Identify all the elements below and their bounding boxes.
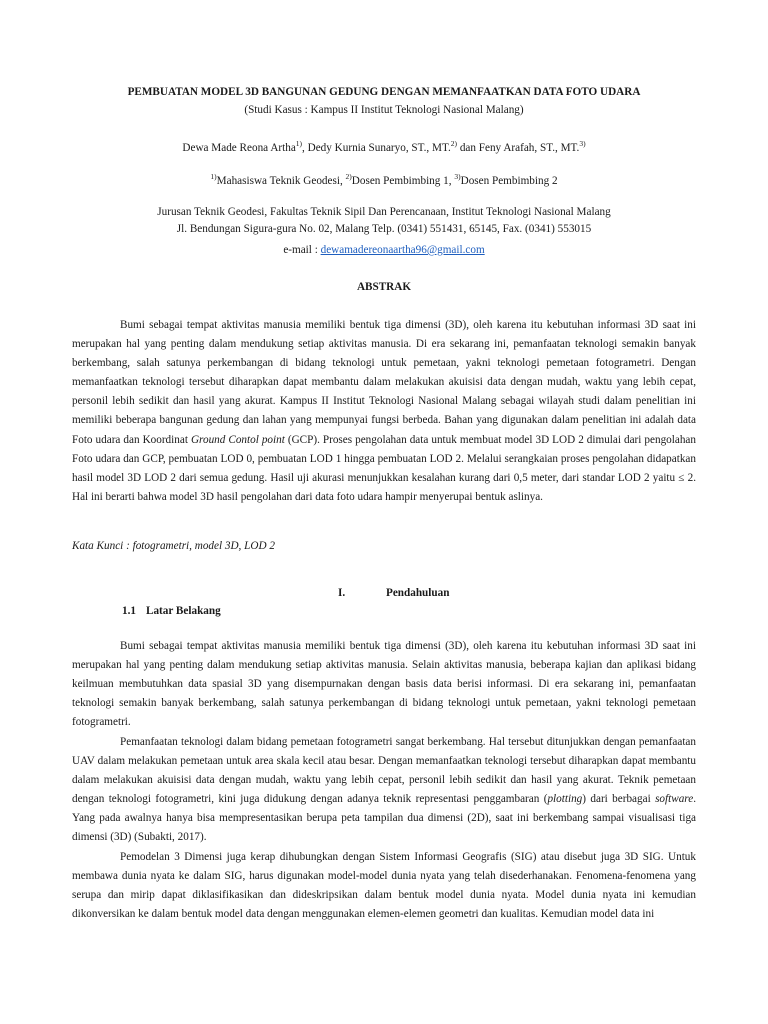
subsection-number: 1.1 — [122, 605, 136, 617]
abstract-text-2: (GCP). Proses pengolahan data untuk membuat model 3D LOD 2 dimulai dari pengolahan Foto udara dan GCP, pembuatan LOD 0, pembuatan LOD 1 hingga pembuatan LOD 2. Melalui serangkaian proses pengolahan didapatkan hasil model 3D LOD 2 dari semua gedung. Hasil uji akurasi menunjukkan kesalahan kurang dari 0,5 meter, dari standar LOD 2 yaitu ≤ 2. Hal ini berarti bahwa model 3D hasil pengolahan dari data foto udara hampir menyerupai bentuk aslinya. — [72, 433, 696, 503]
abstract-text-1: Bumi sebagai tempat aktivitas manusia memiliki bentuk tiga dimensi (3D), oleh karena itu kebutuhan informasi 3D saat ini merupakan hal yang penting dalam mendukung setiap aktivitas manusia. Di era sekarang ini, pemanfaatan teknologi semakin banyak berkembang, salah satunya perkembangan di bidang teknologi untuk pemetaan, yakni teknologi pemetaan fotogrametri. Dengan memanfaatkan teknologi tersebut diharapkan dapat membantu dalam melakukan akuisisi data dengan mudah, waktu yang lebih cepat, personil lebih sedikit dan hasil yang akurat. Kampus II Institut Teknologi Nasional Malang sebagai wilayah studi dalam penelitian ini memiliki beberapa bangunan gedung dan lahan yang mempunyai fungsi berbeda. Bahan yang digunakan dalam penelitian ini adalah data Foto udara dan Koordinat — [72, 319, 696, 446]
role-1: Mahasiswa Teknik Geodesi, — [216, 175, 346, 187]
body-paragraph-1: Bumi sebagai tempat aktivitas manusia memiliki bentuk tiga dimensi (3D), oleh karena itu kebutuhan informasi 3D saat ini merupakan hal yang penting dalam mendukung setiap aktivitas manusia. Selain aktivitas manusia, beberapa kajian dan aplikasi bidang keilmuan membutuhkan data spasial 3D yang disempurnakan dengan basis data berisi informasi. Di era sekarang ini, pemanfaatan teknologi semakin banyak berkembang, salah satunya perkembangan di bidang teknologi untuk pemetaan, yakni teknologi pemetaan fotogrametri. — [72, 640, 696, 729]
abstract-italic-term: Ground Contol point — [190, 433, 285, 446]
section-title: Pendahuluan — [386, 587, 450, 599]
body-paragraph-3: Pemodelan 3 Dimensi juga kerap dihubungkan dengan Sistem Informasi Geografis (SIG) atau disebut juga 3D SIG. Untuk membawa dunia nyata ke dalam SIG, harus digunakan model-model dunia nyata yang telah disederhanakan. Fenomena-fenomena yang serupa dan mirip dapat diklasifikasikan dan dideskripsikan dalam bentuk model dunia nyata. Model dunia nyata ini kemudian dikonversikan ke dalam bentuk model data dengan menggunakan elemen-elemen geometri dan kualitas. Kemudian model data ini — [72, 851, 696, 921]
role-1-mark: 1) — [210, 172, 217, 181]
author-3-mark: 3) — [579, 139, 586, 148]
paper-subtitle: (Studi Kasus : Kampus II Institut Teknologi Nasional Malang) — [244, 104, 524, 116]
p2-italic-plotting: plotting — [547, 793, 583, 806]
abstract-paragraph — [72, 316, 696, 507]
email-line — [0, 242, 768, 258]
role-2-mark: 2) — [345, 172, 352, 181]
role-3: Dosen Pembimbing 2 — [460, 175, 558, 187]
author-2: , Dedy Kurnia Sunaryo, ST., MT. — [302, 142, 451, 154]
author-2-mark: 2) — [450, 139, 458, 148]
role-3-mark: 3) — [454, 172, 461, 181]
subsection-title: Latar Belakang — [146, 605, 221, 617]
p2-italic-software: software — [655, 793, 694, 806]
author-line — [0, 140, 768, 156]
email-label: e-mail : — [283, 244, 321, 256]
p2-text-b: ) dari berbagai — [582, 793, 656, 806]
affiliation: Jurusan Teknik Geodesi, Fakultas Teknik Sipil Dan Perencanaan, Institut Teknologi Nasional Malang — [157, 206, 611, 218]
p2-text-a: Pemanfaatan teknologi dalam bidang pemetaan fotogrametri sangat berkembang. Hal tersebut ditunjukkan dengan pemanfaatan UAV dalam melakukan pemetaan untuk area skala kecil atau besar. Dengan memanfaatkan teknologi tersebut diharapkan dapat membantu dalam melakukan akuisisi data dengan mudah, waktu yang lebih cepat, personil lebih sedikit dan hasil yang akurat. Teknik pemetaan dengan teknologi fotogrametri, kini juga didukung dengan adanya teknik representasi penggambaran ( — [72, 736, 696, 806]
keywords: Kata Kunci : fotogrametri, model 3D, LOD 2 — [72, 540, 275, 552]
author-3: dan Feny Arafah, ST., MT. — [457, 142, 580, 154]
subsection-heading — [122, 603, 221, 619]
paper-title: PEMBUATAN MODEL 3D BANGUNAN GEDUNG DENGAN MEMANFAATKAN DATA FOTO UDARA — [127, 86, 641, 98]
abstract-heading: ABSTRAK — [356, 281, 412, 293]
author-1-mark: 1) — [295, 139, 303, 148]
p2-text-c: . Yang pada awalnya hanya bisa mempresentasikan berupa peta tampilan dua dimensi (2D), saat ini berkembang sampai visualisasi tiga dimensi (3D) (Subakti, 2017). — [72, 793, 696, 844]
author-roles — [0, 173, 768, 189]
author-1: Dewa Made Reona Artha — [182, 142, 296, 154]
section-number: I. — [338, 587, 346, 599]
body-paragraph-2 — [72, 733, 696, 848]
email-link[interactable]: dewamadereonaartha96@gmail.com — [320, 244, 485, 256]
role-2: Dosen Pembimbing 1, — [351, 175, 455, 187]
address: Jl. Bendungan Sigura-gura No. 02, Malang Telp. (0341) 551431, 65145, Fax. (0341) 553015 — [176, 223, 592, 235]
